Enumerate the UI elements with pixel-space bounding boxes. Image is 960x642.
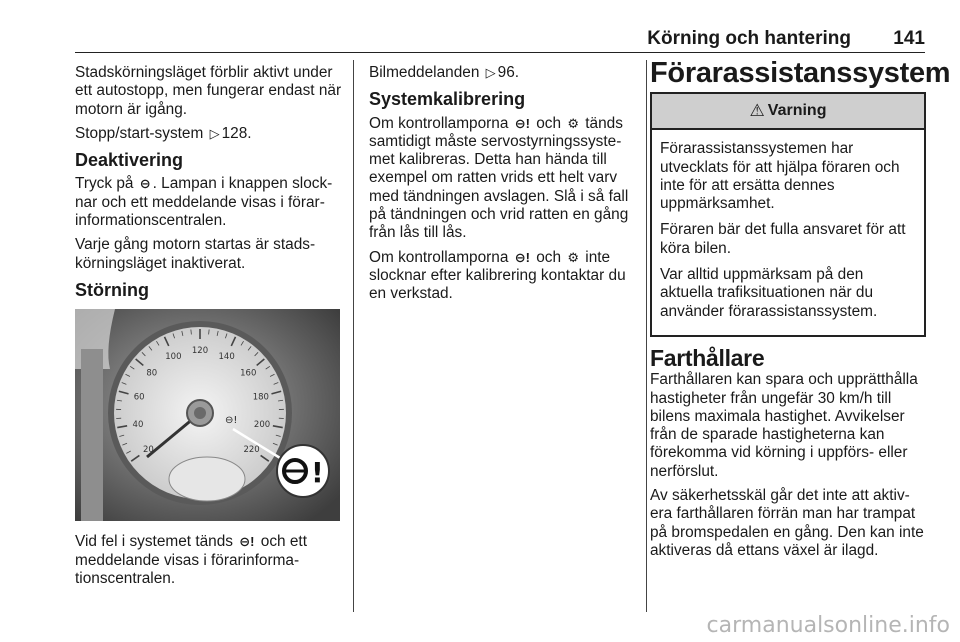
paragraph (75, 175, 343, 230)
warning-triangle-icon: ⚠ (749, 101, 765, 121)
speedometer-tick-label: 140 (218, 352, 235, 363)
warning-paragraph: Förarassistanssystemen har utvecklats för att hjälpa föraren och inte för att ersätta dennes uppmärksamhet. (660, 140, 900, 213)
speedometer-tick (191, 330, 192, 335)
warning-header (652, 94, 924, 130)
heading-forarassistanssystem: Förarassistanssystem (650, 57, 951, 89)
text-run: inte slocknar efter kalibrering kontaktar du en verkstad. (369, 248, 626, 303)
warning-box (650, 92, 926, 337)
heading-deaktivering: Deaktivering (75, 150, 184, 171)
speedometer-tick (209, 330, 210, 335)
text-run: Vid fel i systemet tänds (75, 533, 233, 551)
fuel-gauge (169, 457, 245, 501)
speedometer-tick-label: 200 (253, 420, 271, 431)
text-run: tänds samtidigt måste servostyrningssystemet kalibreras. Detta han hända till exempel om ratten vrids ett helt varv med tändningen avslagen. Slå i så fall på tändningen och vrid ratten en gång från lås till lås. (369, 114, 629, 242)
column-1 (75, 64, 343, 594)
steering-warning-icon: ⊖! (514, 115, 530, 131)
warning-label: Varning (767, 102, 827, 120)
speedometer-tick-label: 220 (243, 445, 260, 456)
callout-exclamation: ! (311, 456, 324, 490)
speedometer-tick-label: 40 (132, 420, 144, 431)
paragraph: Av säkerhetsskäl går det inte att aktivera farthållaren förrän man har trampat på bromspedalen en gång. Den kan inte aktiveras då ettans växel är ilagd. (650, 487, 924, 559)
warning-paragraph: Föraren bär det fulla ansvaret för att köra bilen. (660, 221, 906, 257)
column-divider-1 (353, 60, 354, 612)
paragraph (369, 249, 634, 304)
steering-warning-icon: ⊖! (514, 249, 530, 265)
paragraph: Varje gång motorn startas är stadskörningsläget inaktiverat. (75, 236, 316, 272)
instrument-cluster-figure (75, 309, 340, 521)
paragraph: Farthållaren kan spara och upprätthålla hastigheter från ungefär 30 km/h till bilens maximala hastighet. Avvikelser från de sparade hastigheterna kan förekomma vid körning i uppförs- eller nerförslut. (650, 371, 918, 480)
text-run: och (536, 248, 562, 266)
column-divider-2 (646, 60, 647, 612)
page-reference-arrow-icon: ▷ (209, 125, 220, 141)
paragraph (75, 533, 343, 588)
chapter-title: Körning och hantering (647, 28, 851, 49)
needle-hub-center (194, 407, 206, 419)
watermark: carmanualsonline.info (706, 613, 950, 638)
steering-warning-icon: ⊖! (225, 415, 238, 427)
text-run: och ett meddelande visas i förarinformationscentralen. (75, 533, 307, 587)
speedometer-tick-label: 80 (146, 368, 158, 379)
speedometer-tick-label: 20 (142, 445, 154, 456)
text-run: . Lampan i knappen slocknar och ett meddelande visas i förarinformationscentralen. (75, 175, 333, 230)
reference-text: Bilmeddelanden (369, 64, 480, 81)
city-mode-button-icon: ⊖ (139, 176, 151, 192)
paragraph-reference (369, 64, 634, 82)
text-run: Om kontrollamporna (369, 114, 509, 132)
speedometer-tick-label: 180 (252, 392, 269, 403)
column-2 (369, 64, 634, 310)
paragraph (369, 115, 634, 243)
speedometer-tick-label: 60 (133, 392, 145, 403)
speedometer-tick-label: 100 (165, 352, 182, 363)
servo-icon: ⚙ (567, 249, 579, 265)
text-run: Tryck på (75, 175, 134, 193)
steering-warning-icon: ⊖! (239, 534, 255, 550)
heading-storning: Störning (75, 279, 149, 300)
paragraph-reference (75, 125, 343, 143)
left-bezel (81, 349, 103, 521)
speedometer-tick-label: 160 (240, 368, 257, 379)
paragraph: Stadskörningsläget förblir aktivt under ett autostopp, men fungerar endast när motorn är igång. (75, 64, 342, 118)
column-3 (650, 57, 951, 566)
text-run: Om kontrollamporna (369, 248, 509, 266)
reference-page: 96. (497, 64, 520, 81)
text-run: och (536, 114, 562, 132)
page-number: 141 (893, 28, 925, 49)
heading-systemkalibrering: Systemkalibrering (369, 89, 526, 110)
reference-text: Stopp/start-system (75, 124, 204, 142)
servo-icon: ⚙ (567, 115, 579, 131)
reference-page: 128. (221, 124, 252, 142)
page-header (75, 24, 925, 53)
warning-paragraph: Var alltid uppmärksam på den aktuella trafiksituationen när du använder förarassistanssystem. (660, 266, 878, 320)
page-reference-arrow-icon: ▷ (485, 65, 496, 80)
warning-body (652, 130, 924, 335)
heading-farthallare: Farthållare (650, 344, 765, 371)
speedometer-tick-label: 120 (191, 346, 209, 357)
